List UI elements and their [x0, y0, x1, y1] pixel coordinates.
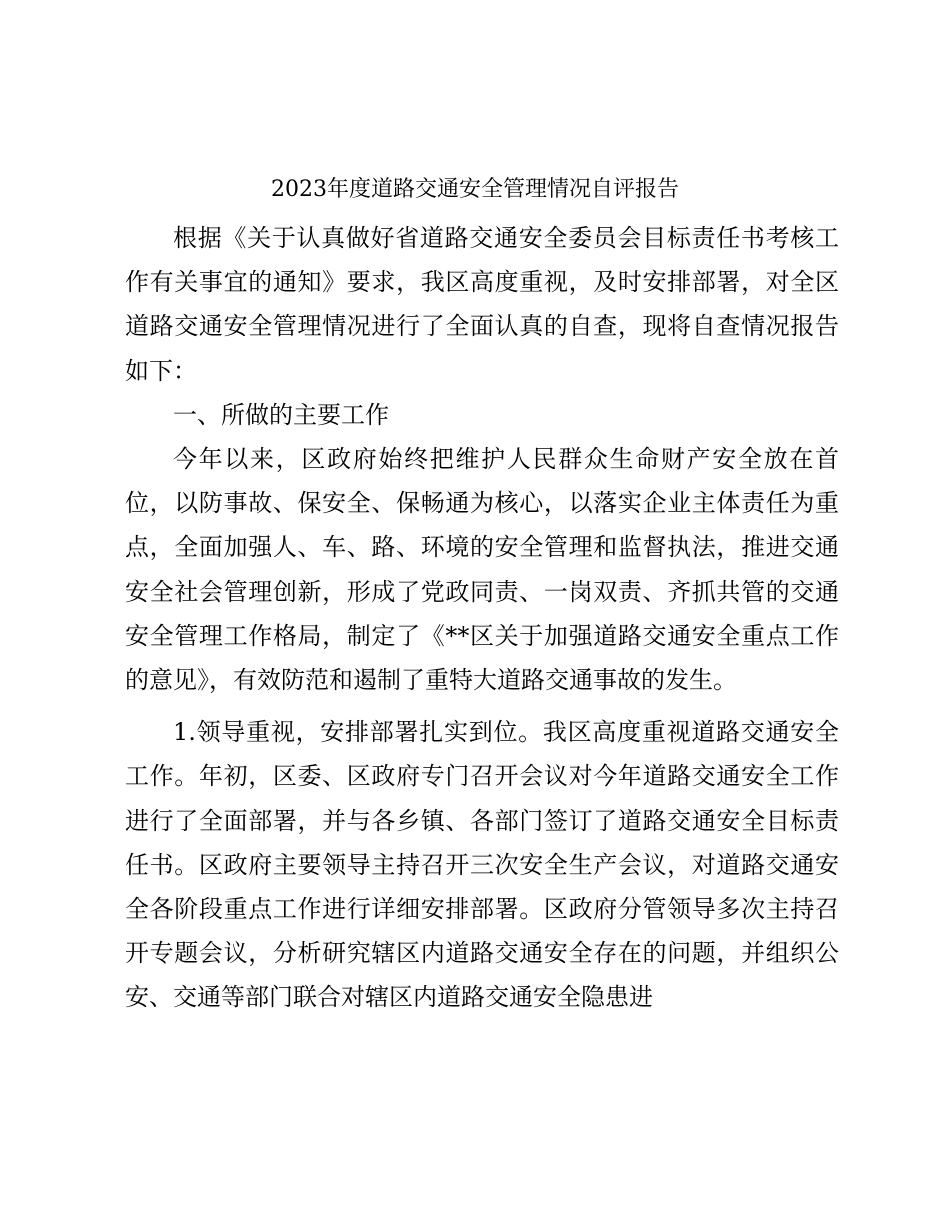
document-title: 2023年度道路交通安全管理情况自评报告 — [271, 177, 679, 202]
section-paragraph: 今年以来，区政府始终把维护人民群众生命财产安全放在首位，以防事故、保安全、保畅通为核心，以落实企业主体责任为重点，全面加强人、车、路、环境的安全管理和监督执法，推进交通安全社会管理创新，形成了党政同责、一岗双责、齐抓共管的交通安全管理工作格局，制定了《**区关于加强道路交通安全重点工作的意见》，有效防范和遏制了重特大道路交通事故的发生。 — [125, 445, 839, 695]
section-heading: 一、所做的主要工作 — [173, 400, 389, 429]
intro-paragraph: 根据《关于认真做好省道路交通安全委员会目标责任书考核工作有关事宜的通知》要求，我区高度重视，及时安排部署，对全区道路交通安全管理情况进行了全面认真的自查，现将自查情况报告如下： — [125, 224, 839, 385]
item-paragraph: 1.领导重视，安排部署扎实到位。我区高度重视道路交通安全工作。年初，区委、区政府专门召开会议对今年道路交通安全工作进行了全面部署，并与各乡镇、各部门签订了道路交通安全目标责任书。区政府主要领导主持召开三次安全生产会议，对道路交通安全各阶段重点工作进行详细安排部署。区政府分管领导多次主持召开专题会议，分析研究辖区内道路交通安全存在的问题，并组织公安、交通等部门联合对辖区内道路交通安全隐患进 — [125, 718, 839, 1012]
document-body — [125, 216, 839, 1020]
